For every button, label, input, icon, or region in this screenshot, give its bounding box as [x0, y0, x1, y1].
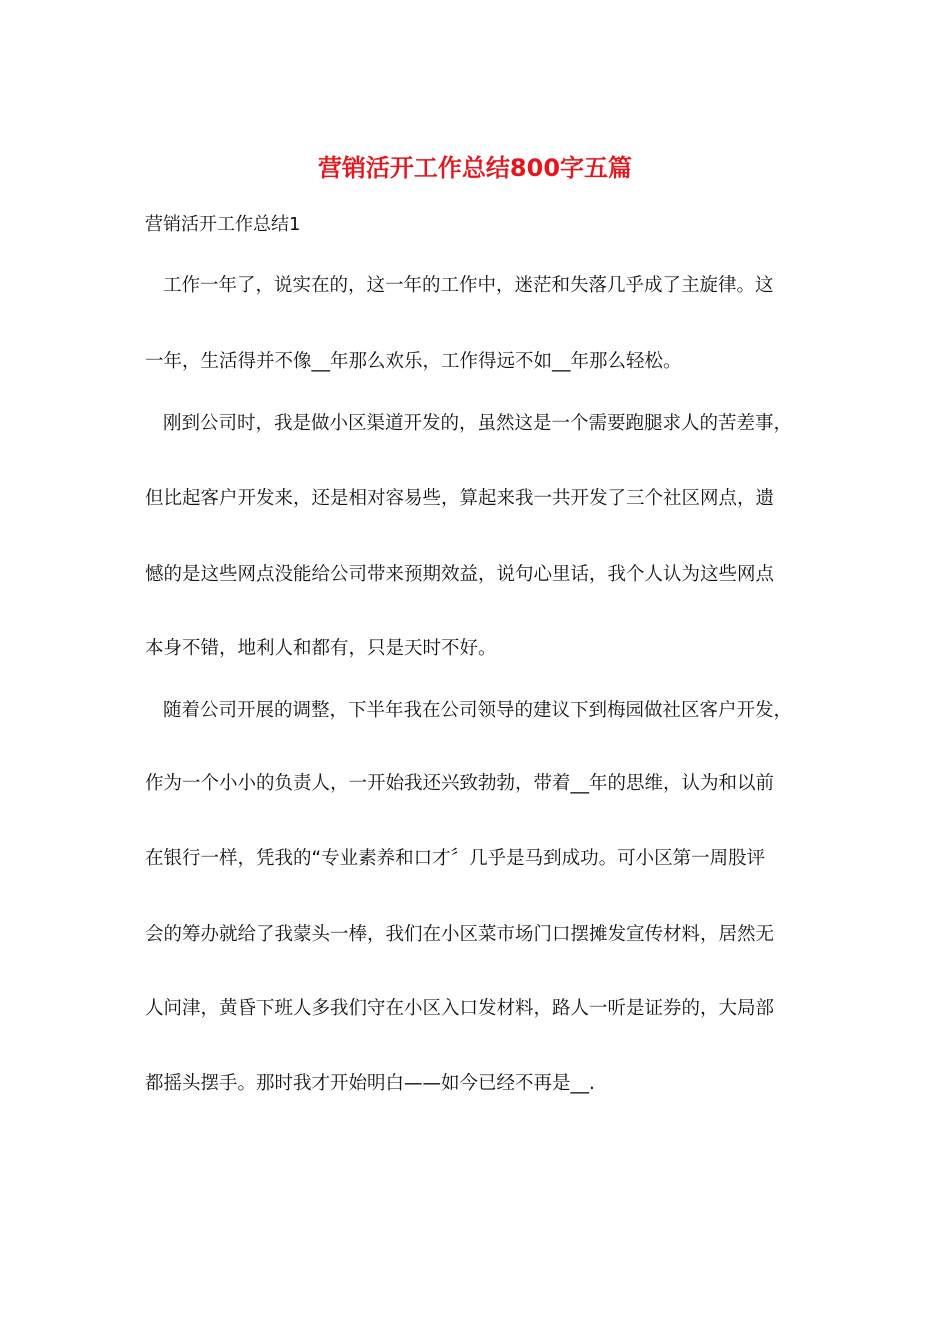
- paragraph-line: 作为一个小小的负责人，一开始我还兴致勃勃，带着__年的思维，认为和以前: [145, 773, 775, 794]
- paragraph-line: 人问津，黄昏下班人多我们守在小区入口发材料，路人一听是证券的，大局部: [145, 998, 775, 1019]
- paragraph-line: 工作一年了，说实在的，这一年的工作中，迷茫和失落几乎成了主旋律。这: [163, 275, 774, 296]
- paragraph-line: 会的筹办就给了我蒙头一棒，我们在小区菜市场门口摆摊发宣传材料，居然无: [145, 924, 775, 945]
- document-title: 营销活开工作总结800字五篇: [317, 154, 633, 182]
- paragraph-line: 憾的是这些网点没能给公司带来预期效益，说句心里话，我个人认为这些网点: [145, 564, 775, 585]
- paragraph-line: 刚到公司时，我是做小区渠道开发的，虽然这是一个需要跑腿求人的苦差事，: [163, 413, 793, 434]
- paragraph-line: 但比起客户开发来，还是相对容易些，算起来我一共开发了三个社区网点，遗: [145, 488, 775, 509]
- paragraph-line: 本身不错，地利人和都有，只是天时不好。: [145, 638, 497, 659]
- section-heading: 营销活开工作总结1: [145, 214, 301, 235]
- paragraph-line: 一年，生活得并不像__年那么欢乐，工作得远不如__年那么轻松。: [145, 351, 682, 372]
- paragraph-line: 在银行一样，凭我的“专业素养和口才〞几乎是马到成功。可小区第一周股评: [145, 848, 766, 869]
- paragraph-line: 都摇头摆手。那时我才开始明白——如今已经不再是__.: [145, 1073, 595, 1094]
- paragraph-line: 随着公司开展的调整，下半年我在公司领导的建议下到梅园做社区客户开发，: [163, 700, 793, 721]
